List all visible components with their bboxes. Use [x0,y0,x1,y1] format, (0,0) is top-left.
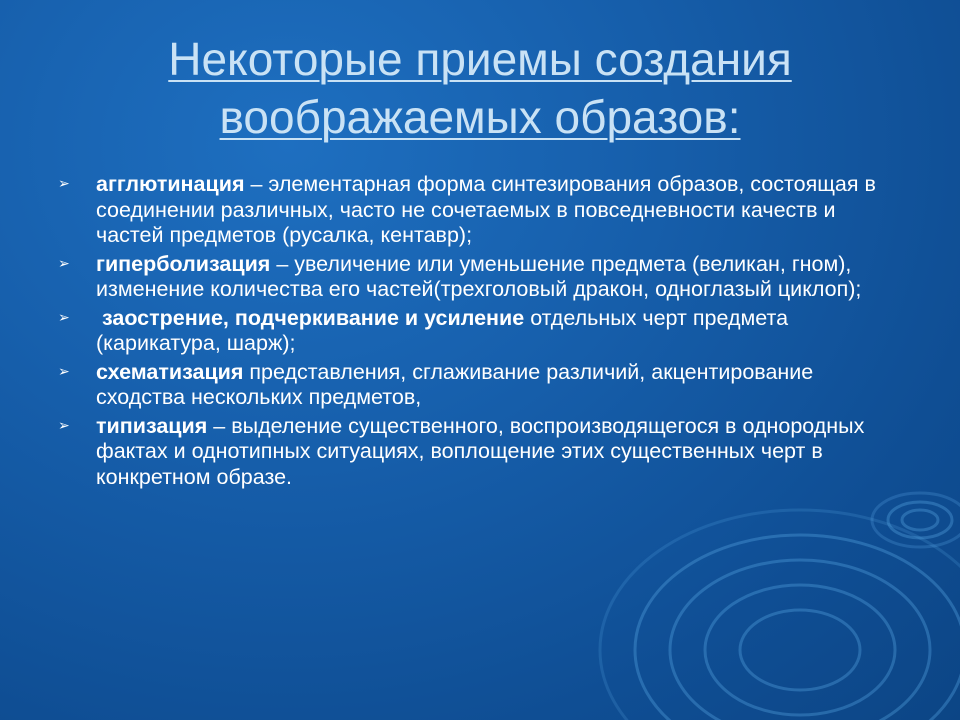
item-description: представления, сглаживание различий, акцентирование сходства нескольких предметов, [96,359,814,409]
arrow-bullet-icon: ➢ [58,308,70,325]
item-term: агглютинация [96,172,245,196]
item-description: – увеличение или уменьшение предмета (великан, гном), изменение количества его частей(трехголовый дракон, одноглазый циклоп); [96,251,862,301]
item-term: типизация [96,413,208,438]
arrow-bullet-icon: ➢ [58,175,70,191]
techniques-list [58,172,898,493]
list-item [58,306,898,357]
list-item [58,172,898,249]
list-item [58,252,898,303]
arrow-bullet-icon: ➢ [58,254,70,271]
list-item [58,360,898,411]
item-description: отдельных черт предмета (карикатура, шарж); [96,305,789,355]
item-description: – элементарная форма синтезирования образов, состоящая в соединении различных, часто не сочетаемых в повседневности качеств и частей предметов (русалка, кентавр); [96,172,876,247]
item-term: гиперболизация [96,251,271,276]
arrow-bullet-icon: ➢ [58,416,70,433]
slide-title [60,30,900,146]
slide-title-line-1: Некоторые приемы создания [168,33,792,85]
item-description: – выделение существенного, воспроизводящегося в однородных фактах и однотипных ситуациях, воплощение этих существенных черт в конкретном образе. [96,413,865,489]
item-term: схематизация [96,359,244,384]
arrow-bullet-icon: ➢ [58,362,70,379]
slide-title-line-2: воображаемых образов: [219,91,741,143]
item-term: заострение, подчеркивание и усиление [96,305,525,330]
list-item [58,414,898,491]
